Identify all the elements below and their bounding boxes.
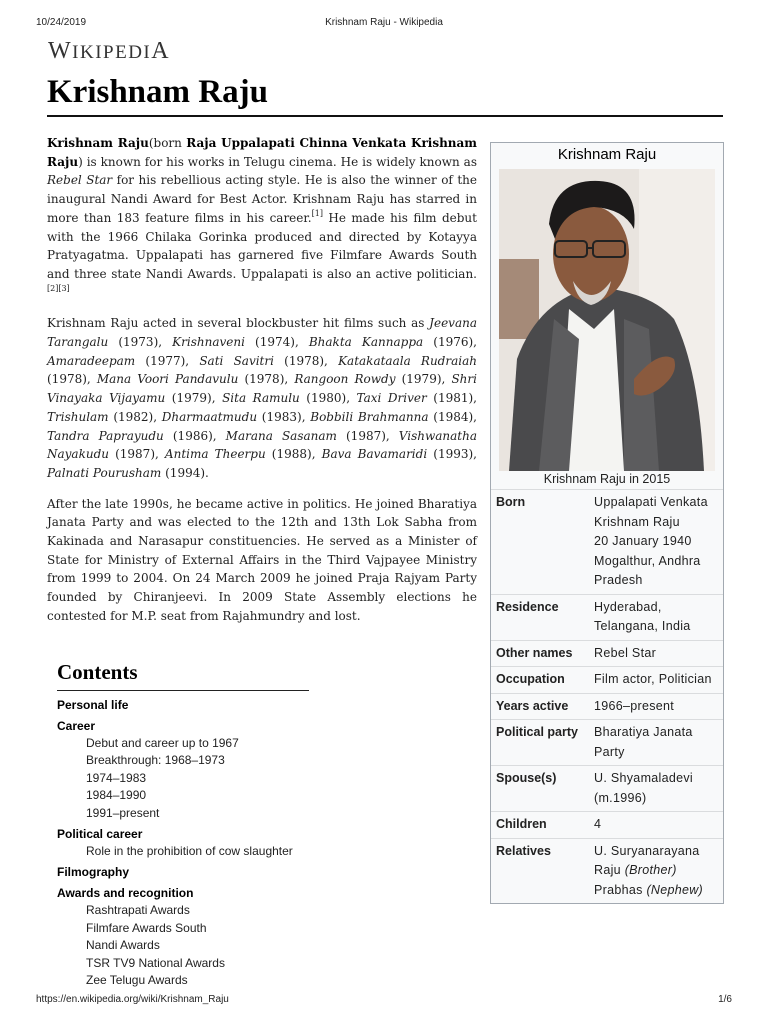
text-span: for his rebellious acting style. He is also the winner of the inaugural Nandi Award for Best Actor. Krishnam Raju has starred in more than 183 feature films in his career.: [47, 173, 477, 225]
film-year: (1987),: [336, 428, 399, 443]
toc-subsection-link[interactable]: Zee Telugu Awards: [86, 973, 188, 988]
film-year: (1978),: [47, 372, 97, 387]
infobox-value: [588, 693, 723, 720]
paragraph-films: [47, 314, 477, 482]
infobox-row: [491, 812, 723, 839]
article-body: [47, 134, 477, 638]
toc-subsection-link[interactable]: TSR TV9 National Awards: [86, 955, 225, 970]
film-year: (1978),: [238, 372, 295, 387]
subject-name-bold: Krishnam Raju: [47, 136, 149, 150]
relative-line: [594, 881, 719, 901]
reference-link-2-3[interactable]: [2][3]: [47, 283, 70, 293]
film-title-link[interactable]: Sati Savitri: [199, 353, 274, 368]
film-year: (1984),: [428, 409, 477, 424]
text-span: He made his film debut with the 1966 Chilaka Gorinka produced and directed by Kotayya Pratyagatma. Uppalapati has garnered five Filmfare Awards South and three state Nandi Awards. Uppalapati is also an active politician.: [47, 210, 477, 281]
infobox-value: [588, 766, 723, 812]
film-title-link[interactable]: Jeevana Tarangalu: [47, 316, 477, 350]
text-span: (born: [148, 136, 187, 150]
infobox-value: [588, 720, 723, 766]
film-title-link[interactable]: Tandra Paprayudu: [47, 428, 164, 443]
print-title: Krishnam Raju - Wikipedia: [325, 17, 443, 28]
film-title-link[interactable]: Vishwanatha Nayakudu: [47, 428, 477, 462]
film-year: (1976),: [423, 335, 477, 350]
toc-section: [57, 718, 309, 822]
infobox-value: [588, 490, 723, 595]
relative-line: [594, 861, 719, 881]
infobox-value-line: Party: [594, 744, 625, 759]
print-header: [36, 17, 732, 31]
relation-label: (Brother): [624, 863, 677, 877]
relative-name[interactable]: Prabhas: [594, 882, 647, 897]
infobox: [490, 142, 724, 904]
toc-subsection-link[interactable]: Nandi Awards: [86, 938, 160, 953]
infobox-row: [491, 490, 723, 595]
toc-heading-link[interactable]: Personal life: [57, 698, 129, 712]
infobox-label: Spouse(s): [496, 771, 557, 785]
film-title-link[interactable]: Katakataala Rudraiah: [338, 353, 477, 368]
toc-subsection-link[interactable]: 1991–present: [86, 805, 160, 820]
film-year: (1977),: [135, 353, 200, 368]
infobox-title: Krishnam Raju: [557, 146, 657, 163]
infobox-row: [491, 640, 723, 667]
paragraph-politics: After the late 1990s, he became active in politics. He joined Bharatiya Janata Party and was elected to the 12th and 13th Lok Sabha from Kakinada and Narasapur constituencies. He served as a Minister of State for Ministry of External Affairs in the Third Vajpayee Ministry from 1999 to 2004. On 24 March 2009 he joined Praja Rajyam Party founded by Chiranjeevi. In 2009 State Assembly elections he contested for M.P. seat from Rajahmundry and lost.: [47, 496, 477, 623]
toc-section: [57, 864, 309, 881]
film-title-link[interactable]: Rangoon Rowdy: [294, 372, 396, 387]
film-year: (1973),: [108, 335, 173, 350]
logo-letters-iki: IKIPEDI: [72, 42, 152, 63]
infobox-value-line: Mogalthur, Andhra: [594, 553, 701, 568]
infobox-label: Children: [496, 817, 547, 831]
page-title: Krishnam Raju: [47, 74, 723, 117]
film-title-link[interactable]: Taxi Driver: [356, 391, 427, 406]
toc-subsection-link[interactable]: Filmfare Awards South: [86, 920, 207, 935]
film-year: (1982),: [108, 409, 162, 424]
infobox-value: [588, 594, 723, 640]
infobox-value-line: 4: [594, 817, 602, 831]
infobox-row: [491, 693, 723, 720]
infobox-value-line: 20 January 1940: [594, 534, 692, 548]
infobox-table: [491, 489, 723, 903]
toc-subsection-link[interactable]: Rashtrapati Awards: [86, 903, 190, 918]
toc-heading-link[interactable]: Awards and recognition: [57, 886, 194, 901]
infobox-row-relatives: [491, 838, 723, 903]
toc-subsection-link[interactable]: Role in the prohibition of cow slaughter: [86, 844, 293, 859]
film-year: (1978),: [273, 353, 339, 368]
toc-section: [57, 697, 309, 714]
infobox-value-line: (m.1996): [594, 790, 647, 805]
infobox-row: [491, 720, 723, 766]
infobox-value-line: Bharatiya Janata: [594, 725, 693, 739]
infobox-value-line: 1966–present: [594, 698, 675, 713]
film-title-link[interactable]: Shri Vinayaka Vijayamu: [47, 372, 477, 406]
infobox-row: [491, 594, 723, 640]
print-footer: [36, 994, 732, 1008]
film-list: [47, 316, 477, 480]
infobox-value: [588, 640, 723, 667]
relative-line[interactable]: U. Suryanarayana: [594, 843, 700, 858]
film-title-link[interactable]: Bhakta Kannappa: [308, 335, 424, 350]
film-title-link[interactable]: Mana Voori Pandavulu: [96, 372, 239, 387]
photo-caption: Krishnam Raju in 2015: [543, 472, 671, 486]
birth-name-bold: Raja Uppalapati Chinna Venkata Krishnam Raju: [47, 136, 478, 169]
infobox-value-line: Uppalapati Venkata: [594, 495, 708, 509]
infobox-value-line: Krishnam Raju: [594, 514, 680, 529]
paragraph-intro: [47, 134, 477, 302]
toc-section: [57, 885, 309, 989]
infobox-row: [491, 667, 723, 694]
infobox-value-line: Pradesh: [594, 573, 643, 587]
film-year: (1974),: [244, 335, 309, 350]
logo-letter-w: W: [48, 38, 73, 64]
film-title-link[interactable]: Antima Theerpu: [164, 447, 266, 462]
film-title-link[interactable]: Amaradeepam: [47, 353, 136, 368]
portrait-photo[interactable]: [499, 169, 715, 471]
film-title-link[interactable]: Dharmaatmudu: [161, 409, 258, 424]
table-of-contents: [57, 660, 309, 993]
infobox-label: Political party: [496, 725, 578, 739]
film-year: (1981),: [426, 391, 477, 406]
film-title-link[interactable]: Bava Bavamaridi: [321, 447, 428, 462]
page-number: 1/6: [718, 994, 732, 1005]
reference-link-1[interactable]: [1]: [311, 208, 323, 218]
infobox-label: Born: [496, 495, 526, 509]
relative-name[interactable]: Raju: [594, 863, 625, 877]
nickname-italic: Rebel Star: [47, 173, 113, 188]
film-year: (1993),: [427, 447, 477, 462]
film-title-link[interactable]: Marana Sasanam: [225, 428, 337, 443]
infobox-value-line: Film actor, Politician: [594, 672, 712, 686]
film-year: (1983),: [257, 409, 311, 424]
infobox-value-line: Hyderabad,: [594, 599, 662, 614]
infobox-label: Occupation: [496, 672, 565, 686]
infobox-value: [588, 838, 723, 903]
film-title-link[interactable]: Bobbili Brahmanna: [310, 409, 429, 424]
print-url[interactable]: https://en.wikipedia.org/wiki/Krishnam_Raju: [36, 994, 229, 1005]
film-year: (1987),: [109, 447, 165, 462]
infobox-label: Other names: [496, 645, 573, 660]
film-year: (1979),: [165, 391, 223, 406]
toc-list: [57, 697, 309, 989]
infobox-value-line: Telangana, India: [594, 619, 691, 633]
infobox-value: [588, 812, 723, 839]
film-year: (1979),: [395, 372, 452, 387]
film-year: (1986),: [163, 428, 226, 443]
infobox-value-line: Rebel Star: [594, 645, 657, 660]
portrait-illustration: [499, 169, 715, 471]
toc-subsection-link[interactable]: 1984–1990: [86, 788, 147, 803]
print-date: 10/24/2019: [36, 17, 87, 28]
toc-heading-link[interactable]: Filmography: [57, 865, 130, 880]
toc-subsection-link[interactable]: 1974–1983: [86, 770, 147, 785]
infobox-value-line: U. Shyamaladevi: [594, 771, 693, 785]
logo-letter-a: A: [151, 38, 171, 64]
infobox-label: Years active: [496, 698, 569, 713]
film-year: (1994).: [161, 465, 209, 480]
film-year: (1980),: [299, 391, 357, 406]
film-year: (1988),: [265, 447, 322, 462]
toc-title: Contents: [57, 660, 309, 691]
film-title-link[interactable]: Trishulam: [47, 409, 109, 424]
toc-subsection-link[interactable]: Debut and career up to 1967: [86, 736, 239, 750]
film-title-link[interactable]: Sita Ramulu: [222, 391, 300, 406]
infobox-label: Residence: [496, 599, 559, 614]
infobox-row: [491, 766, 723, 812]
relation-label: (Nephew): [646, 882, 704, 897]
toc-section: [57, 826, 309, 860]
wikipedia-logo[interactable]: [48, 38, 170, 65]
infobox-value: [588, 667, 723, 694]
text-span: Krishnam Raju acted in several blockbuster hit films such as: [47, 316, 430, 331]
toc-heading-link[interactable]: Career: [57, 719, 96, 733]
film-title-link[interactable]: Palnati Pourusham: [47, 465, 162, 480]
text-span: ) is known for his works in Telugu cinema. He is widely known as: [78, 154, 477, 169]
infobox-label: Relatives: [496, 843, 551, 858]
film-title-link[interactable]: Krishnaveni: [172, 335, 245, 350]
toc-heading-link[interactable]: Political career: [57, 827, 143, 842]
toc-subsection-link[interactable]: Breakthrough: 1968–1973: [86, 753, 225, 768]
